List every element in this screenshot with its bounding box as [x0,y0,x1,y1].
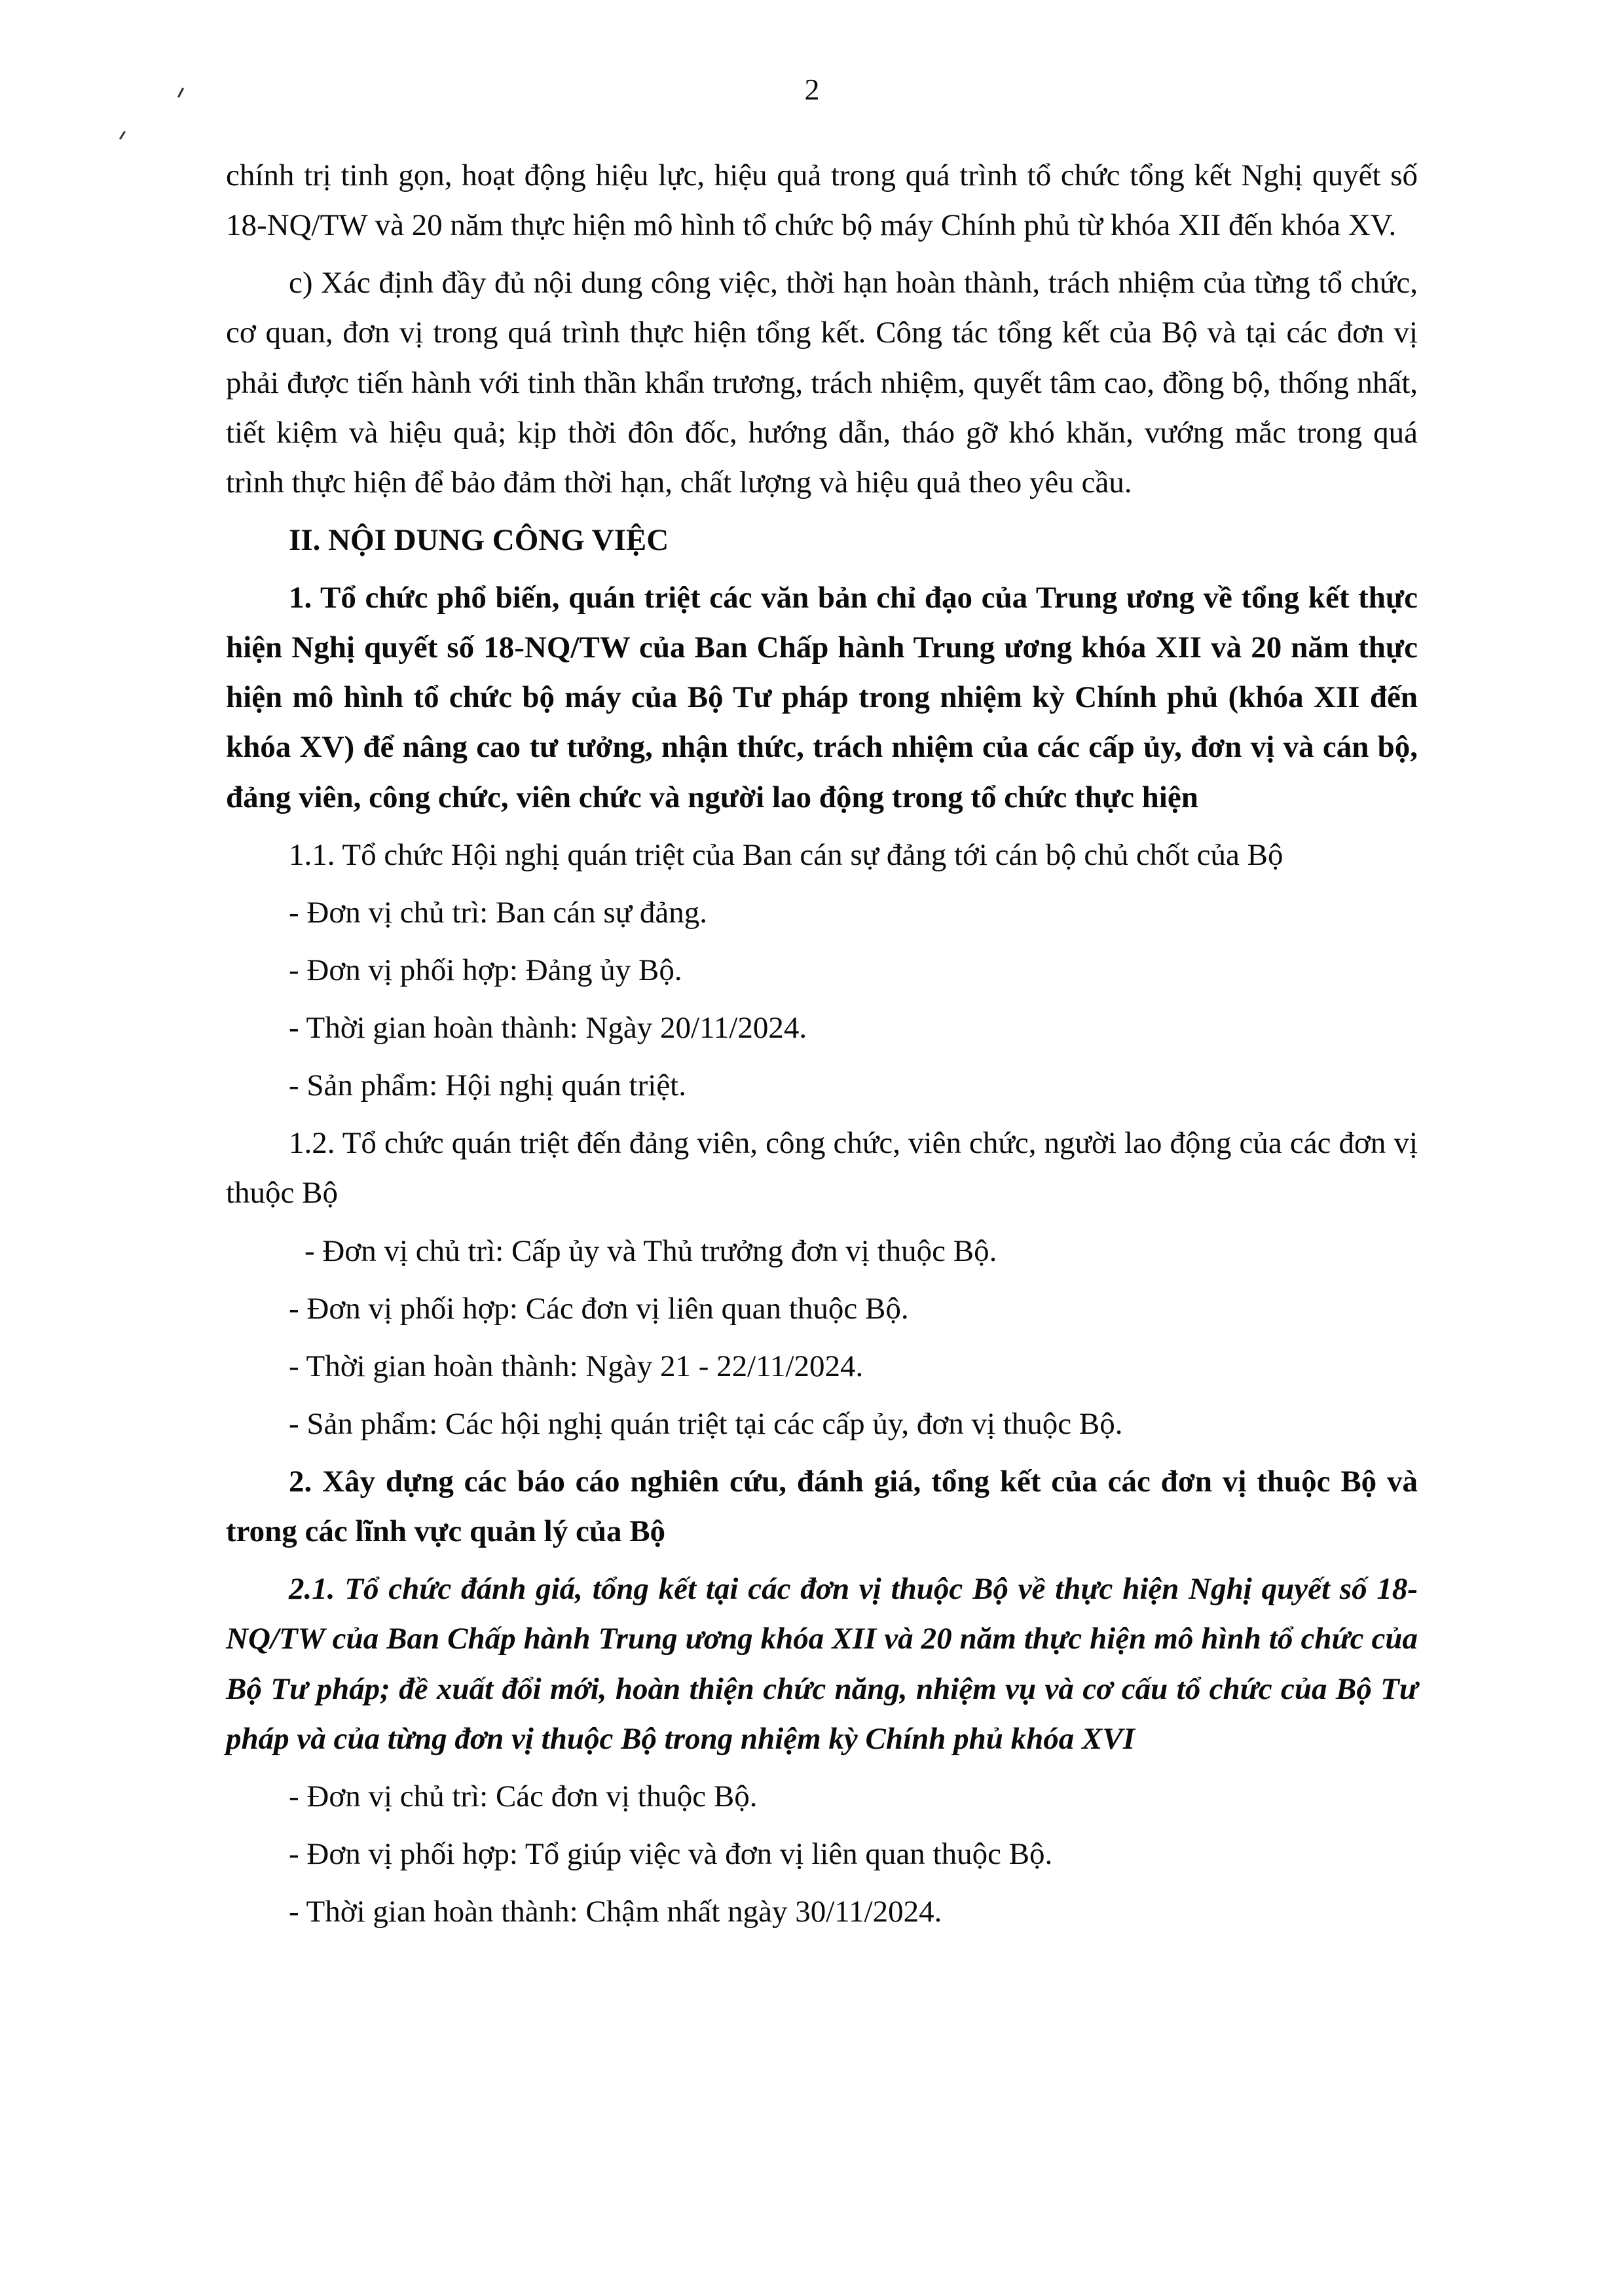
paragraph-1-1: 1.1. Tổ chức Hội nghị quán triệt của Ban cán sự đảng tới cán bộ chủ chốt của Bộ [289,837,1283,872]
heading-item-2-1: 2.1. Tổ chức đánh giá, tổng kết tại các đơn vị thuộc Bộ về thực hiện Nghị quyết số 18-NQ/TW của Ban Chấp hành Trung ương khóa XII và 20 năm thực hiện mô hình tổ chức của Bộ Tư pháp; đề xuất đổi mới, hoàn thiện chức năng, nhiệm vụ và cơ cấu tổ chức của Bộ Tư pháp và của từng đơn vị thuộc Bộ trong nhiệm kỳ Chính phủ khóa XVI [226,1572,1418,1756]
list-item: - Đơn vị chủ trì: Ban cán sự đảng. [289,895,707,930]
list-item: - Đơn vị phối hợp: Các đơn vị liên quan thuộc Bộ. [289,1291,909,1326]
list-item: - Đơn vị chủ trì: Cấp ủy và Thủ trưởng đơn vị thuộc Bộ. [304,1233,997,1268]
document-body [226,151,1418,1944]
heading-item-1: 1. Tổ chức phổ biến, quán triệt các văn bản chỉ đạo của Trung ương về tổng kết thực hiện Nghị quyết số 18-NQ/TW của Ban Chấp hành Trung ương khóa XII và 20 năm thực hiện mô hình tổ chức bộ máy của Bộ Tư pháp trong nhiệm kỳ Chính phủ (khóa XII đến khóa XV) để nâng cao tư tưởng, nhận thức, trách nhiệm của các cấp ủy, đơn vị và cán bộ, đảng viên, công chức, viên chức và người lao động trong tổ chức thực hiện [226,581,1418,814]
page-number: 2 [804,73,820,106]
list-item: - Thời gian hoàn thành: Ngày 20/11/2024. [289,1011,807,1045]
list-item: - Đơn vị phối hợp: Đảng ủy Bộ. [289,953,682,987]
paragraph-1-2: 1.2. Tổ chức quán triệt đến đảng viên, công chức, viên chức, người lao động của các đơn vị thuộc Bộ [226,1126,1418,1211]
list-item: - Thời gian hoàn thành: Ngày 21 - 22/11/2024. [289,1349,864,1383]
list-item: - Thời gian hoàn thành: Chậm nhất ngày 30/11/2024. [289,1895,942,1929]
stray-pen-mark-secondary-icon [119,131,126,139]
list-item: - Sản phẩm: Hội nghị quán triệt. [289,1068,686,1103]
list-item: - Đơn vị chủ trì: Các đơn vị thuộc Bộ. [289,1779,758,1813]
heading-item-2: 2. Xây dựng các báo cáo nghiên cứu, đánh giá, tổng kết của các đơn vị thuộc Bộ và trong các lĩnh vực quản lý của Bộ [226,1465,1418,1549]
section-heading-ii: II. NỘI DUNG CÔNG VIỆC [289,522,669,557]
paragraph-continuation: chính trị tinh gọn, hoạt động hiệu lực, hiệu quả trong quá trình tổ chức tổng kết Nghị quyết số 18-NQ/TW và 20 năm thực hiện mô hình tổ chức bộ máy Chính phủ từ khóa XII đến khóa XV. [226,158,1418,243]
list-item: - Đơn vị phối hợp: Tổ giúp việc và đơn vị liên quan thuộc Bộ. [289,1836,1053,1871]
paragraph-item-c: c) Xác định đầy đủ nội dung công việc, thời hạn hoàn thành, trách nhiệm của từng tổ chức, cơ quan, đơn vị trong quá trình thực hiện tổng kết. Công tác tổng kết của Bộ và tại các đơn vị phải được tiến hành với tinh thần khẩn trương, trách nhiệm, quyết tâm cao, đồng bộ, thống nhất, tiết kiệm và hiệu quả; kịp thời đôn đốc, hướng dẫn, tháo gỡ khó khăn, vướng mắc trong quá trình thực hiện để bảo đảm thời hạn, chất lượng và hiệu quả theo yêu cầu. [226,266,1418,500]
list-item: - Sản phẩm: Các hội nghị quán triệt tại các cấp ủy, đơn vị thuộc Bộ. [289,1406,1123,1441]
